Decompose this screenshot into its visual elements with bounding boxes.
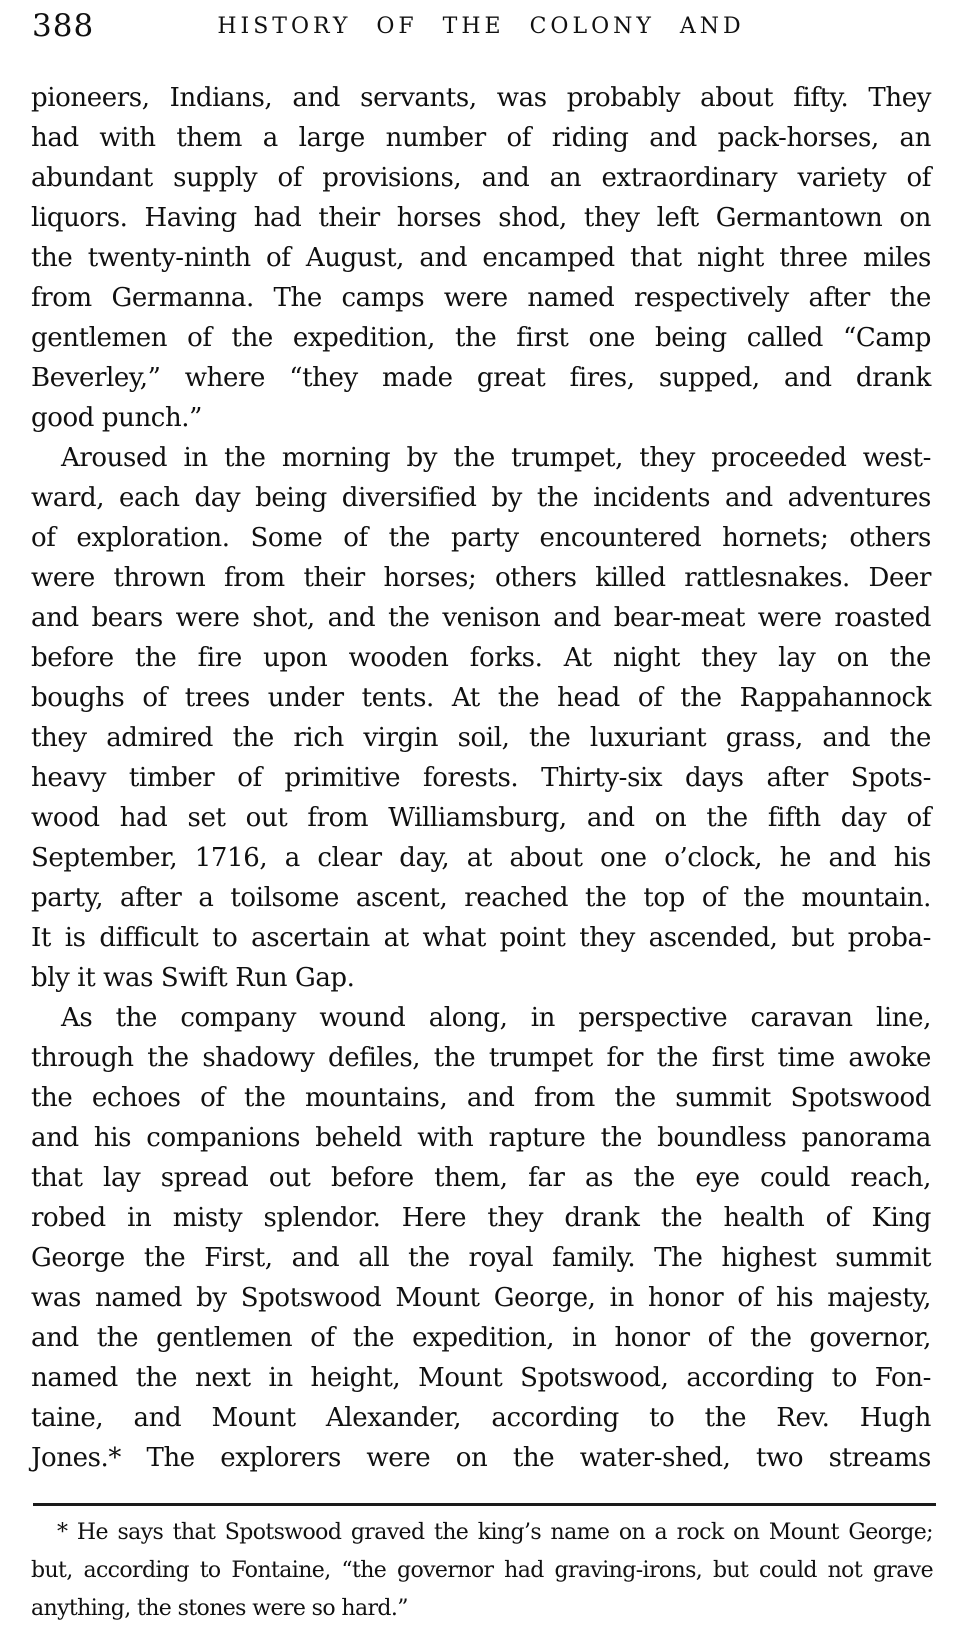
text-line: had with them a large number of riding and pack-horses, an	[31, 123, 931, 153]
text-line: were thrown from their horses; others killed rattlesnakes. Deer	[31, 563, 931, 593]
text-line: boughs of trees under tents. At the head of the Rappahannock	[31, 683, 931, 713]
page-number: 388	[32, 8, 95, 44]
text-line: liquors. Having had their horses shod, they left Germantown on	[31, 203, 931, 233]
text-line: anything, the stones were so hard.”	[31, 1596, 408, 1621]
text-line: heavy timber of primitive forests. Thirty-six days after Spots-	[31, 763, 931, 793]
paragraph	[31, 78, 931, 438]
text-line: * He says that Spotswood graved the king’s name on a rock on Mount George;	[57, 1520, 933, 1545]
text-line: good punch.”	[31, 403, 203, 433]
text-line: Jones.* The explorers were on the water-shed, two streams	[31, 1443, 931, 1473]
running-header	[30, 8, 932, 52]
text-line: It is difficult to ascertain at what point they ascended, but proba-	[31, 923, 931, 953]
paragraph	[31, 998, 931, 1478]
text-line: named the next in height, Mount Spotswood, according to Fon-	[31, 1363, 931, 1393]
text-line: Aroused in the morning by the trumpet, they proceeded west-	[61, 443, 931, 473]
footnote	[31, 1514, 933, 1628]
text-line: they admired the rich virgin soil, the luxuriant grass, and the	[31, 723, 931, 753]
text-line: party, after a toilsome ascent, reached the top of the mountain.	[31, 883, 931, 913]
footnote-divider	[33, 1503, 936, 1506]
text-line: gentlemen of the expedition, the first one being called “Camp	[31, 323, 931, 353]
text-line: and bears were shot, and the venison and bear-meat were roasted	[31, 603, 931, 633]
body-text	[31, 78, 931, 1478]
text-line: September, 1716, a clear day, at about one o’clock, he and his	[31, 843, 931, 873]
text-line: the echoes of the mountains, and from the summit Spotswood	[31, 1083, 931, 1113]
text-line: George the First, and all the royal family. The highest summit	[31, 1243, 931, 1273]
text-line: ward, each day being diversified by the incidents and adventures	[31, 483, 931, 513]
text-line: bly it was Swift Run Gap.	[31, 963, 355, 993]
text-line: that lay spread out before them, far as the eye could reach,	[31, 1163, 931, 1193]
running-title: HISTORY OF THE COLONY AND	[217, 14, 745, 39]
text-line: abundant supply of provisions, and an extraordinary variety of	[31, 163, 931, 193]
text-line: wood had set out from Williamsburg, and on the fifth day of	[31, 803, 931, 833]
text-line: pioneers, Indians, and servants, was probably about fifty. They	[31, 83, 931, 113]
text-line: before the fire upon wooden forks. At night they lay on the	[31, 643, 931, 673]
paragraph	[31, 438, 931, 998]
text-line: was named by Spotswood Mount George, in honor of his majesty,	[31, 1283, 931, 1313]
text-line: robed in misty splendor. Here they drank the health of King	[31, 1203, 931, 1233]
text-line: Beverley,” where “they made great fires, supped, and drank	[31, 363, 931, 393]
text-line: and the gentlemen of the expedition, in honor of the governor,	[31, 1323, 931, 1353]
text-line: taine, and Mount Alexander, according to the Rev. Hugh	[31, 1403, 931, 1433]
text-line: the twenty-ninth of August, and encamped that night three miles	[31, 243, 931, 273]
text-line: of exploration. Some of the party encountered hornets; others	[31, 523, 931, 553]
text-line: from Germanna. The camps were named respectively after the	[31, 283, 931, 313]
text-line: but, according to Fontaine, “the governor had graving-irons, but could not grave	[31, 1558, 933, 1583]
text-line: As the company wound along, in perspective caravan line,	[61, 1003, 931, 1033]
text-line: through the shadowy defiles, the trumpet for the first time awoke	[31, 1043, 931, 1073]
text-line: and his companions beheld with rapture the boundless panorama	[31, 1123, 931, 1153]
